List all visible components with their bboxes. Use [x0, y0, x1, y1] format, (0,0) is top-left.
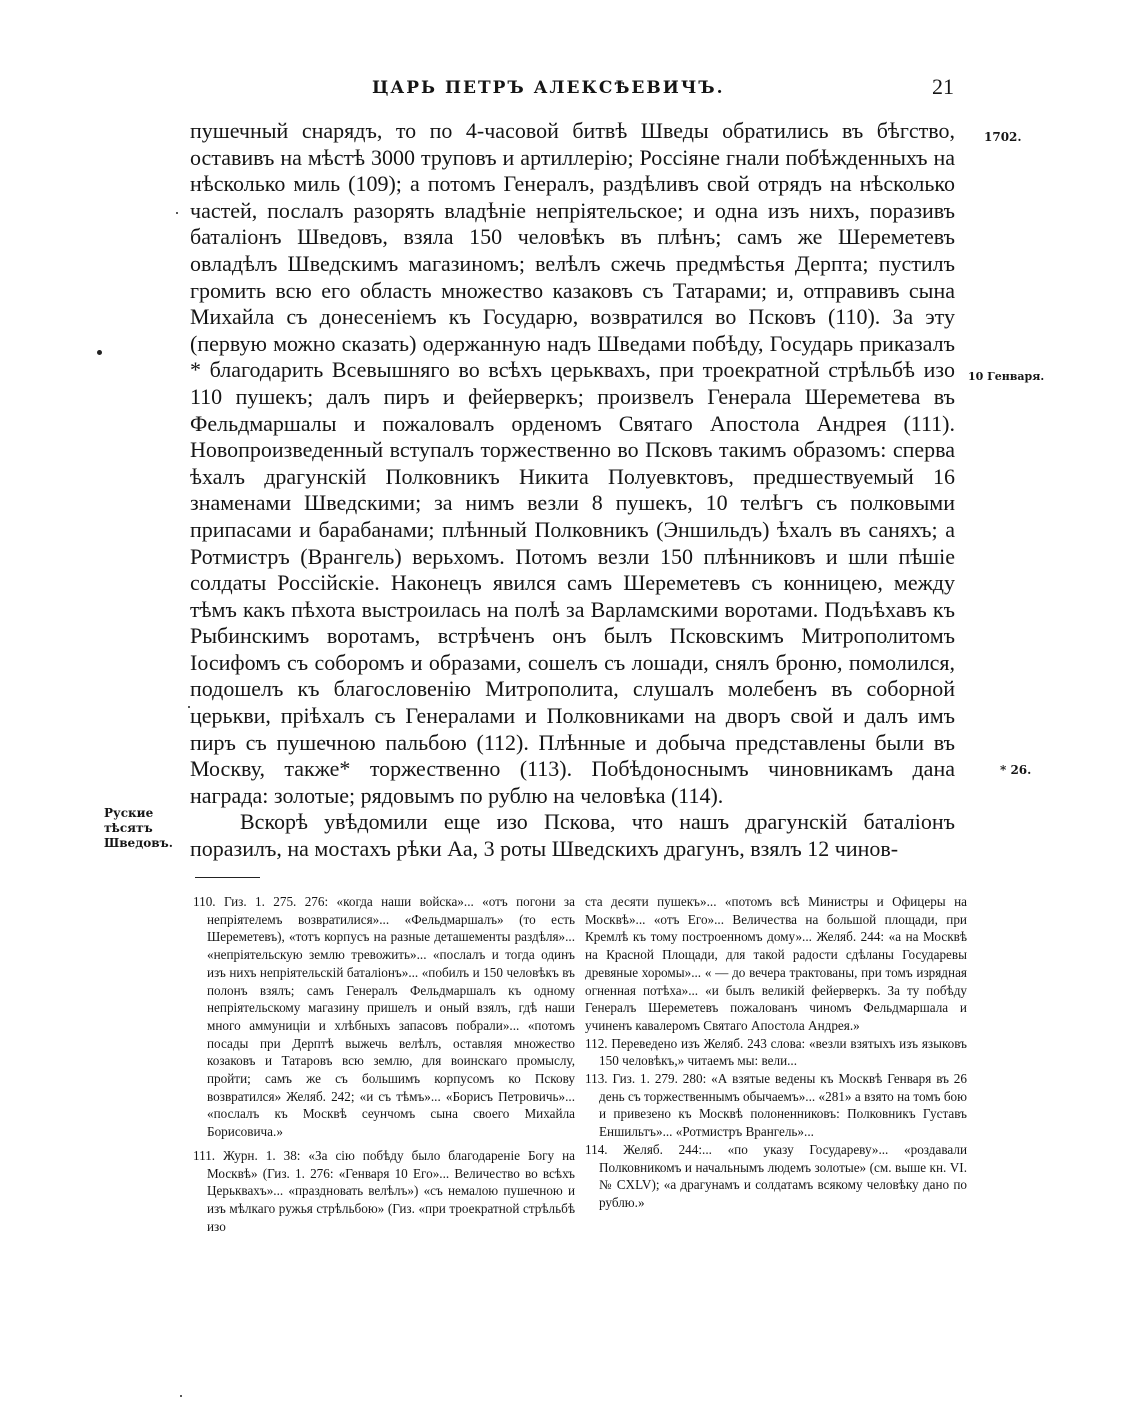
footnote-110: 110. Гиз. 1. 275. 276: «когда наши войска»... «отъ погони за непріятелемъ возвратилися»... «Фельдмаршалъ» (то есть Шереметевъ), «тотъ корпусъ на разные деташементы раздѣля»... «непріятельскую землю тревожить»... «послалъ и тогда одинъ изъ нихъ непріятельскій баталіонъ»... «побилъ и 150 человѣкъ въ полонъ взялъ; самъ Генералъ Фельдмаршалъ къ одному непріятельскому магазину пришелъ и оный взялъ, гдѣ наши много аммуниціи и хлѣбныхъ запасовъ побрали»... «потомъ посады при Дерптѣ выжечь велѣлъ, оставляя множество козаковъ и Татаровъ всю землю, для воинскаго промыслу, пройти; самъ же съ большимъ корпусомъ ко Пскову возвратился» Желяб. 242; «и съ тѣмъ»... «Борисъ Петровичь»... «послалъ къ Москвѣ сеунчомъ сына своего Михайла Борисовича.»	[193, 894, 575, 1140]
footnotes-right-column	[585, 893, 967, 1212]
footnotes-left-column	[193, 893, 575, 1235]
footnote-111-continued: ста десяти пушекъ»... «потомъ всѣ Министры и Офицеры на Москвѣ»... «отъ Его»... Величества на большой площади, при Кремлѣ къ тому построенномъ дому»... Желяб. 244: «а на Москвѣ на Красной Площади, для такой радости сдѣланы Государевы древяные хоромы»... « — до вечера трактованы, при томъ изрядная огненная потѣха»... «и былъ великій фейерверкъ. За ту побѣду Генералъ Шереметевъ пожалованъ чиномъ Фельдмаршала и учиненъ кавалеромъ Святаго Апостола Андрея.»	[585, 894, 967, 1033]
footnote-111: 111. Журн. 1. 38: «За сію побѣду было благодареніе Богу на Москвѣ» (Гиз. 1. 276: «Генваря 10 Его»... Величество во всѣхъ Церькваxъ»... «праздновать велѣлъ») «съ немалою пушечною и изъ мѣлкаго ружья стрѣльбою» (Гиз. «при троекратной стрѣльбѣ изо	[193, 1147, 575, 1234]
ink-speck	[180, 1395, 182, 1397]
body-paragraph: Вскорѣ увѣдомили еще изо Пскова, что нашъ драгунскій баталіонъ поразилъ, на мостахъ рѣки Аа, 3 роты Шведскихъ драгунъ, взялъ 12 чинов-	[190, 809, 955, 862]
footnote-rule	[195, 877, 260, 878]
footnote-114: 114. Желяб. 244:... «по указу Государеву»... «роздавали Полковникомъ и начальнымъ людемъ золотые» (см. выше кн. VI. № CXLV); «а драгунамъ и солдатамъ всякому человѣку дано по рублю.»	[585, 1141, 967, 1210]
footnote-113: 113. Гиз. 1. 279. 280: «А взятые ведены къ Москвѣ Генваря въ 26 день съ торжественнымъ обычаемъ»... «281» а взято на томъ бою и привезено къ Москвѣ полоненниковъ: Полковникъ Густавъ Еншильтъ»... «Ротмистръ Врангель»...	[585, 1071, 967, 1140]
main-text	[190, 118, 955, 863]
margin-side-heading: Руские тѣсятъ Шведовъ.	[104, 806, 173, 850]
body-paragraph: пушечный снарядъ, то по 4-часовой битвѣ Шведы обратились въ бѣгство, оставивъ на мѣстѣ 3000 труповъ и артиллерію; Россіяне гнали побѣжденныхъ на нѣсколько миль (109); а потомъ Генералъ, раздѣливъ свой отрядъ на нѣсколько частей, послалъ разорять владѣніе непріятельское; и одна изъ нихъ, поразивъ баталіонъ Шведовъ, взяла 150 человѣкъ въ плѣнъ; самъ же Шереметевъ овладѣлъ Шведскимъ магазиномъ; велѣлъ сжечь предмѣстья Дерпта; пустилъ громить всю его область множество казаковъ съ Татарами; и, отправивъ сына Михайла съ донесеніемъ къ Государю, возвратился во Псковъ (110). За эту (первую можно сказать) одержанную надъ Шведами побѣду, Государь приказалъ * благодарить Всевышняго во всѣхъ церьквахъ, при троекратной стрѣльбѣ изо 110 пушекъ; далъ пиръ и фейерверкъ; произвелъ Генерала Шереметева въ Фельдмаршалы и пожаловалъ орденомъ Святаго Апостола Андрея (111). Новопроизведенный вступалъ торжественно во Псковъ такимъ образомъ: сперва ѣхалъ драгунскій Полковникъ Никита Полуевктовъ, предшествуемый 16 знаменами Шведскими; за нимъ везли 8 пушекъ, 10 телѣгъ съ полковыми припасами и барабанами; плѣнный Полковникъ (Эншильдъ) ѣхалъ въ саняхъ; а Ротмистръ (Врангель) верьхомъ. Потомъ везли 150 плѣнниковъ и шли пѣшіе солдаты Россійскіе. Наконецъ явился самъ Шереметевъ съ конницею, между тѣмъ какъ пѣхота выстроилась на полѣ за Варламскими воротами. Подъѣхавъ къ Рыбинскимъ воротамъ, встрѣченъ онъ былъ Псковскимъ Митрополитомъ Іосифомъ съ соборомъ и образами, сошелъ съ лошади, снялъ броню, помолился, подошелъ къ благословенію Митрополита, слушалъ молебенъ въ соборной церькви, пріѣхалъ съ Генералами и Полковниками на дворъ свой и далъ имъ пиръ съ пушечною пальбою (112). Плѣнные и добыча представлены были въ Москву, также* торжественно (113). Побѣдоноснымъ чиновникамъ дана награда: золотые; рядовымъ по рублю на человѣка (114).	[190, 118, 955, 808]
ink-speck	[188, 706, 190, 708]
footnote-112: 112. Переведено изъ Желяб. 243 слова: «везли взятыхъ изъ языковъ 150 человѣкъ,» читаемъ мы: вели...	[585, 1035, 967, 1069]
running-title: ЦАРЬ ПЕТРЪ АЛЕКСѢЕВИЧЪ.	[372, 78, 725, 98]
ink-speck	[176, 212, 178, 214]
margin-date: 10 Генваря.	[968, 370, 1045, 383]
ink-speck	[97, 350, 102, 355]
margin-year: 1702.	[984, 130, 1022, 144]
running-head	[0, 74, 1140, 108]
margin-date-26: * 26.	[1000, 763, 1032, 777]
page-number: 21	[932, 74, 954, 99]
